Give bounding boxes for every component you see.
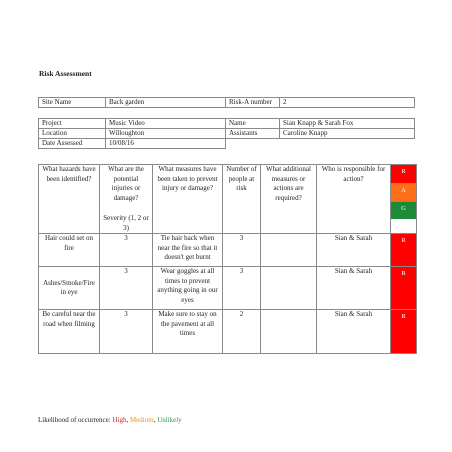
legend-unlikely: Unlikely [157,416,182,424]
hazard-cell: Ashes/Smoke/Fire in eye [39,267,100,310]
table-row [39,267,417,310]
legend-high: High [112,416,127,424]
likelihood-legend [38,416,182,424]
people-cell: 3 [223,234,261,267]
document-title: Risk Assessment [39,69,92,78]
location-label: Location [39,129,106,139]
responsible-cell: Sian & Sarah [317,310,391,354]
responsible-cell: Sian & Sarah [317,234,391,267]
hazard-cell: Be careful near the road when filming [39,310,100,354]
rag-amber: A [391,183,416,201]
rag-green: G [391,201,416,219]
rating-cell: R [391,310,417,354]
severity-cell: 3 [100,310,153,354]
date-label: Date Assessed [39,139,106,149]
location-value: Willoughton [106,129,226,139]
people-cell: 2 [223,310,261,354]
measures-cell: Tie hair back when near the fire so that it doesn't get burnt [153,234,223,267]
severity-cell: 3 [100,267,153,310]
info-row [39,119,415,129]
legend-medium: Medium [129,416,154,424]
assistants-label: Assistants [226,129,280,139]
risk-header-row [39,165,417,234]
legend-sep: , [126,416,130,424]
additional-cell [261,234,317,267]
table-row [39,310,417,354]
hazard-cell: Hair could set on fire [39,234,100,267]
people-cell: 3 [223,267,261,310]
site-name-label: Site Name [39,98,106,108]
assistants-value: Caroline Knapp [280,129,415,139]
date-value: 10/08/16 [106,139,226,149]
rating-cell: R [391,267,417,310]
rag-red: R [391,165,416,183]
rating-cell: R [391,234,417,267]
measures-cell: Wear goggles at all times to prevent anything going in our eyes [153,267,223,310]
header-people: Number of people at risk [223,165,261,234]
risk-number-value: 2 [280,98,415,108]
header-additional: What additional measures or actions are required? [261,165,317,234]
additional-cell [261,267,317,310]
name-value: Sian Knapp & Sarah Fox [280,119,415,129]
legend-prefix: Likelihood of occurrence: [38,416,113,424]
project-label: Project [39,119,106,129]
legend-sep: , [153,416,158,424]
header-injuries [100,165,153,234]
info-row [39,139,415,149]
measures-cell: Make sure to stay on the pavement at all times [153,310,223,354]
header-severity: Severity (1, 2 or 3) [103,214,149,232]
header-hazards: What hazards have been identified? [39,165,100,234]
header-measures: What measures have been taken to prevent injury or damage? [153,165,223,234]
rag-key [391,165,417,234]
info-table [38,97,415,149]
table-row [39,234,417,267]
header-responsible: Who is responsible for action? [317,165,391,234]
site-name-value: Back garden [106,98,226,108]
info-row [39,98,415,108]
name-label: Name [226,119,280,129]
info-row [39,129,415,139]
header-injuries-label: What are the potential injuries or damage? [108,165,144,202]
project-value: Music Video [106,119,226,129]
info-spacer-row [39,108,415,119]
risk-number-label: Risk-A number [226,98,280,108]
responsible-cell: Sian & Sarah [317,267,391,310]
risk-table [38,164,417,354]
additional-cell [261,310,317,354]
severity-cell: 3 [100,234,153,267]
